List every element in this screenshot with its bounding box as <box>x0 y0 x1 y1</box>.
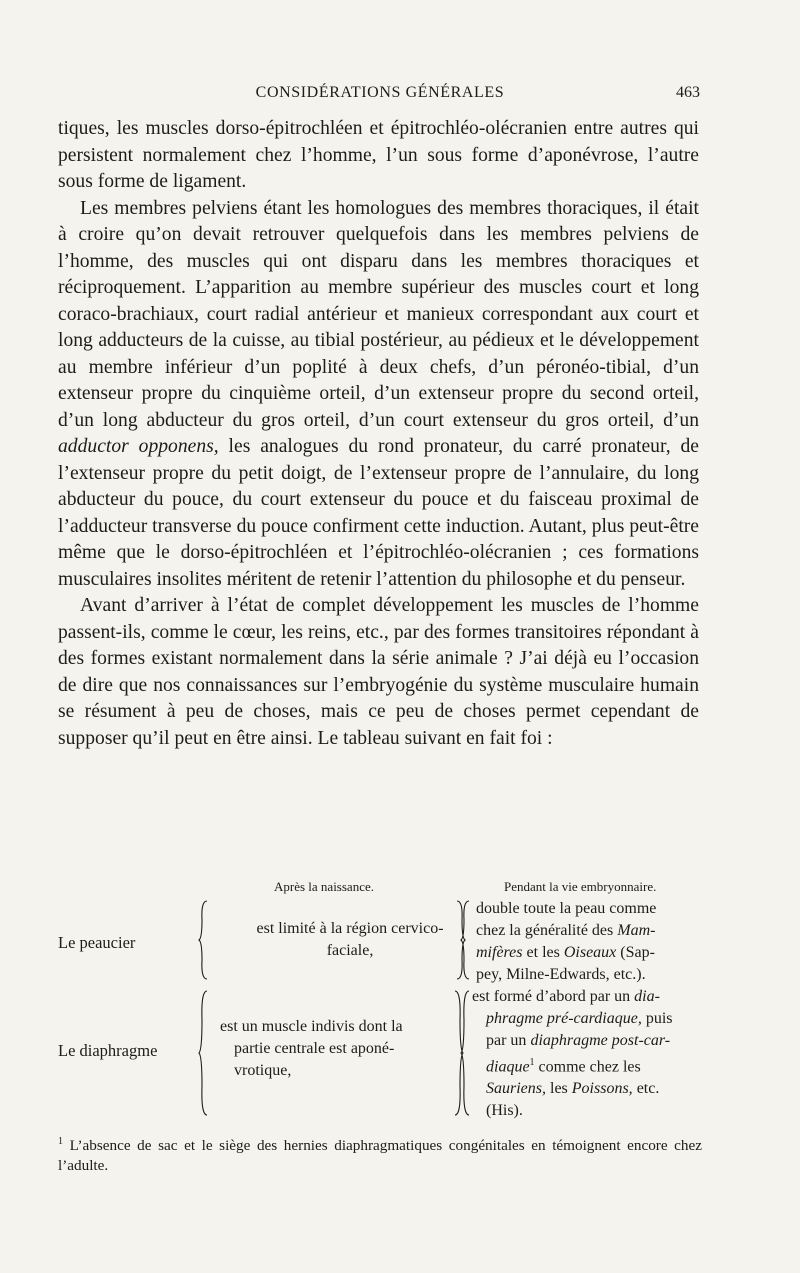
italic-run: diaphragme post-car- <box>530 1032 671 1049</box>
row1-embryo-line-3 <box>476 942 702 964</box>
text-run: comme chez les <box>534 1058 641 1076</box>
row1-after-line-1: est limité à la région cervico- <box>256 920 444 937</box>
italic-run: Mam- <box>617 922 656 939</box>
running-header <box>0 84 800 108</box>
italic-run: Oiseaux <box>563 944 617 961</box>
footnote-text: L’absence de sac et le siège des hernies diaphragmatiques congénitales en témoignent encore chez l’adulte. <box>58 1137 702 1175</box>
row1-embryo-line-2 <box>476 920 702 942</box>
embryo-left-brace-icon <box>460 990 470 1116</box>
text-run: etc. <box>632 1080 660 1098</box>
row2-after-line-3: vrotique, <box>234 1062 292 1079</box>
italic-run: mifères <box>476 944 523 961</box>
text-run: (Sap- <box>616 944 655 961</box>
row1-after-line-2: faciale, <box>326 942 374 959</box>
row1-embryo-line-4: pey, Milne-Edwards, etc.). <box>476 966 646 983</box>
paragraph-2-part-b: les analogues du rond pronateur, du carré pronateur, de l’extenseur propre du petit doigt, de l’extenseur propre de l’annulaire, du long abducteur du pouce, du court extenseur du pouce et du faisceau proximal de l’adducteur transverse du pouce confirment cette induction. Autant, plus peut-être même que le dorso-épitrochléen et l’épitrochléo-olécranien ; ces formations musculaires insolites méritent de retenir l’attention du philosophe et du penseur. <box>58 436 699 590</box>
row1-after-birth <box>220 918 480 962</box>
row2-embryo-line-4 <box>472 1052 702 1078</box>
comparison-table <box>58 876 708 1126</box>
italic-run: Sauriens, <box>486 1080 546 1098</box>
row2-after-birth <box>220 1016 448 1082</box>
row2-embryo-line-2 <box>472 1008 702 1030</box>
row1-embryo-line-1: double toute la peau comme <box>476 900 657 917</box>
row2-embryo-line-1 <box>472 986 702 1008</box>
row2-embryo-line-6: (His). <box>486 1102 523 1120</box>
page-number: 463 <box>676 84 700 101</box>
column-header-after-birth: Après la naissance. <box>274 879 374 894</box>
italic-run: Poissons, <box>571 1080 633 1098</box>
text-run: les <box>546 1080 572 1098</box>
footnote <box>58 1132 702 1176</box>
body-text <box>58 116 699 752</box>
paragraph-2 <box>58 196 699 594</box>
row2-embryo-line-5 <box>472 1078 702 1100</box>
text-run: puis <box>641 1010 673 1027</box>
row-label-peaucier: Le peaucier <box>58 933 136 952</box>
paragraph-2-part-a: Les membres pelviens étant les homologues des membres thoraciques, il était à croire qu’on devait retrouver quelquefois dans les membres pelviens de l’homme, des muscles qui ont disparu dans les membres thoraciques et réciproquement. L’apparition au membre supérieur des muscles court et long coraco-brachiaux, court radial antérieur et manieux correspondant aux court et long adducteurs de la cuisse, au tibial postérieur, au pédieux et le développement au membre inférieur d’un poplité à deux chefs, d’un péronéo-tibial, d’un extenseur propre du cinquième orteil, d’un extenseur propre du second orteil, d’un long abducteur du gros orteil, d’un court extenseur du gros orteil, d’un <box>58 197 699 431</box>
text-run: par un <box>486 1032 531 1049</box>
row2-embryonic <box>472 986 702 1122</box>
footnote-mark: 1 <box>58 1136 63 1147</box>
text-run: et les <box>522 944 564 961</box>
italic-run: diaque <box>486 1058 530 1076</box>
row2-embryo-line-3 <box>472 1030 702 1052</box>
row-label-diaphragme: Le diaphragme <box>58 1041 158 1060</box>
column-header-embryonic: Pendant la vie embryonnaire. <box>504 879 657 894</box>
row2-after-line-2: partie centrale est aponé- <box>234 1040 395 1057</box>
left-brace-icon <box>198 900 208 980</box>
italic-run: phragme pré-cardiaque, <box>486 1010 642 1027</box>
text-run: chez la généralité des <box>476 922 618 939</box>
text-run: est formé d’abord par un <box>472 988 635 1005</box>
row1-embryonic <box>476 898 702 986</box>
left-brace-icon <box>198 990 208 1116</box>
embryo-left-brace-icon <box>460 900 470 980</box>
paragraph-1: tiques, les muscles dorso-épitrochléen et épitrochléo-olécranien entre autres qui persistent normalement chez l’homme, l’un sous forme d’aponévrose, l’autre sous forme de ligament. <box>58 118 699 192</box>
paragraph-3: Avant d’arriver à l’état de complet développement les muscles de l’homme passent-ils, comme le cœur, les reins, etc., par des formes transitoires répondant à des formes existant normalement dans la série animale ? J’ai déjà eu l’occasion de dire que nos connaissances sur l’embryogénie du système musculaire humain se résument à peu de choses, mais ce peu de choses permet cependant de supposer qu’il peut en être ainsi. Le tableau suivant en fait foi : <box>58 595 699 749</box>
paragraph-2-italic: adductor opponens, <box>58 436 219 457</box>
header-title: CONSIDÉRATIONS GÉNÉRALES <box>255 84 505 101</box>
italic-run: dia- <box>634 988 660 1005</box>
row2-after-line-1: est un muscle indivis dont la <box>220 1018 403 1035</box>
footnote-reference: 1 <box>529 1057 535 1068</box>
